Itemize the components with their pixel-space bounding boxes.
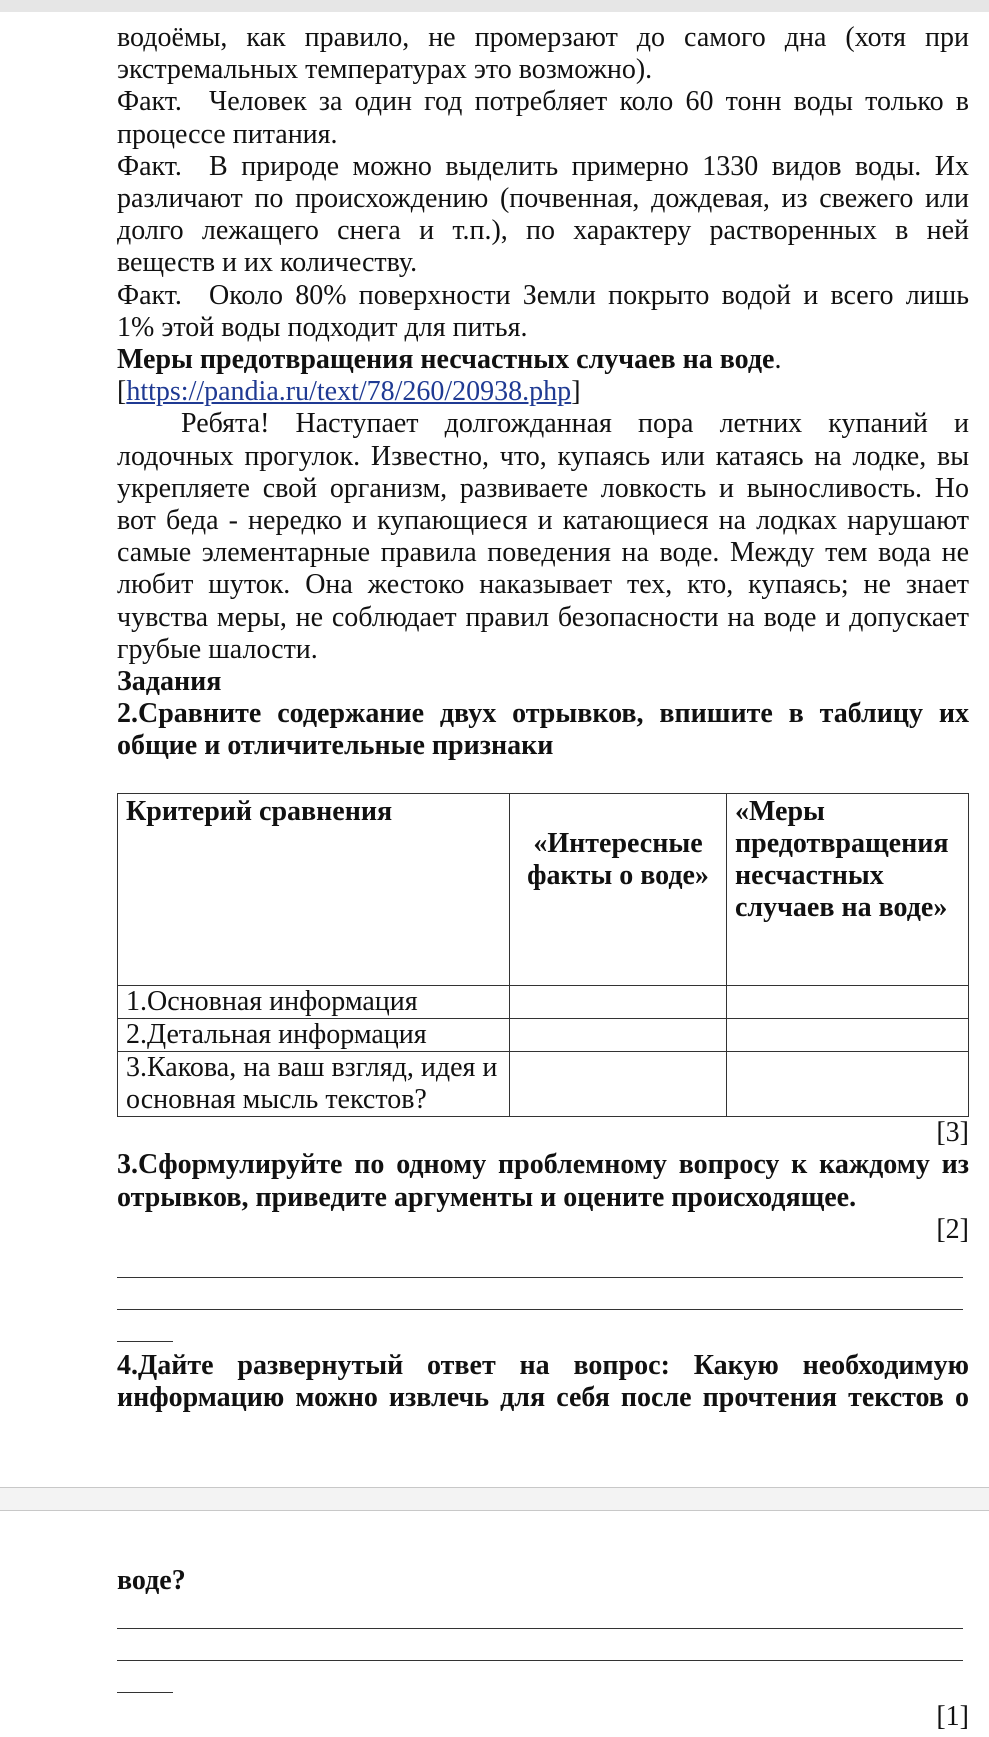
fact-1	[117, 86, 969, 150]
header-facts: «Интересные факты о воде»	[510, 793, 727, 985]
heading-dot: .	[774, 344, 782, 376]
answer-line[interactable]	[117, 1278, 963, 1310]
paragraph-kids: Ребята! Наступает долгожданная пора летних купаний и лодочных прогулок. Известно, что, купаясь или катаясь на лодке, вы укрепляете свой организм, развиваете ловкость и выносливость. Но вот беда - нередко и купающиеся и катающиеся на лодках нарушают самые элементарные правила поведения на воде. Между тем вода не любит шуток. Она жестоко наказывает тех, кто, купаясь; не знает чувства меры, не соблюдает правил безопасности на воде и допускает грубые шалости.	[117, 408, 969, 665]
answer-cell[interactable]	[727, 1052, 969, 1117]
document-page-2	[117, 1565, 969, 1733]
table-header-row	[118, 793, 969, 985]
page-separator	[0, 1487, 989, 1511]
row-criterion: 1.Основная информация	[118, 985, 510, 1018]
score-task-2: [3]	[936, 1117, 969, 1149]
comparison-table	[117, 793, 969, 1118]
paragraph-intro: водоёмы, как правило, не промерзают до самого дна (хотя при экстремальных температурах это возможно).	[117, 22, 969, 86]
score-task-4: [1]	[936, 1701, 969, 1733]
answer-line-stub[interactable]	[117, 1661, 173, 1693]
table-row	[118, 1018, 969, 1051]
row-criterion: 3.Какова, на ваш взгляд, идея и основная мысль текстов?	[118, 1052, 510, 1117]
header-criterion: Критерий сравнения	[118, 793, 510, 985]
fact-text: В природе можно выделить примерно 1330 видов воды. Их различают по происхождению (почвенная, дождевая, из свежего или долго лежащего снега и т.п.), по характеру растворенных в ней веществ и их количеству.	[117, 150, 969, 279]
answer-line[interactable]	[117, 1629, 963, 1661]
section-heading-measures	[117, 344, 969, 376]
link-bracket-open: [	[117, 376, 127, 408]
fact-3	[117, 280, 969, 344]
tasks-heading: Задания	[117, 666, 222, 698]
source-link[interactable]: https://pandia.ru/text/78/260/20938.php	[126, 376, 572, 408]
task-2: 2.Сравните содержание двух отрывков, впишите в таблицу их общие и отличительные признаки	[117, 698, 969, 762]
viewer-top-bar	[0, 0, 989, 12]
answer-cell[interactable]	[510, 985, 727, 1018]
answer-line[interactable]	[117, 1246, 963, 1278]
fact-label: Факт.	[117, 86, 182, 118]
fact-2	[117, 151, 969, 280]
fact-text: Около 80% поверхности Земли покрыто водой и всего лишь 1% этой воды подходит для питья.	[117, 279, 969, 343]
task-4-continuation: воде?	[117, 1565, 186, 1596]
answer-cell[interactable]	[510, 1052, 727, 1117]
answer-line-stub[interactable]	[117, 1310, 173, 1342]
fact-text: Человек за один год потребляет коло 60 тонн воды только в процессе питания.	[117, 86, 969, 150]
table-row	[118, 1052, 969, 1117]
document-page-1	[117, 22, 969, 1414]
row-criterion: 2.Детальная информация	[118, 1018, 510, 1051]
answer-cell[interactable]	[510, 1018, 727, 1051]
header-measures: «Меры предотвращения несчастных случаев на воде»	[727, 793, 969, 985]
table-row	[118, 985, 969, 1018]
answer-cell[interactable]	[727, 985, 969, 1018]
heading-text: Меры предотвращения несчастных случаев на воде	[117, 344, 775, 376]
score-task-3: [2]	[936, 1213, 969, 1245]
source-link-line	[117, 376, 969, 408]
task-4: 4.Дайте развернутый ответ на вопрос: Какую необходимую информацию можно извлечь для себя после прочтения текстов о	[117, 1349, 969, 1414]
answer-cell[interactable]	[727, 1018, 969, 1051]
fact-label: Факт.	[117, 279, 182, 311]
task-3: 3.Сформулируйте по одному проблемному вопросу к каждому из отрывков, приведите аргументы и оцените происходящее.	[117, 1149, 969, 1213]
answer-line[interactable]	[117, 1597, 963, 1629]
fact-label: Факт.	[117, 150, 182, 182]
link-bracket-close: ]	[571, 376, 581, 408]
